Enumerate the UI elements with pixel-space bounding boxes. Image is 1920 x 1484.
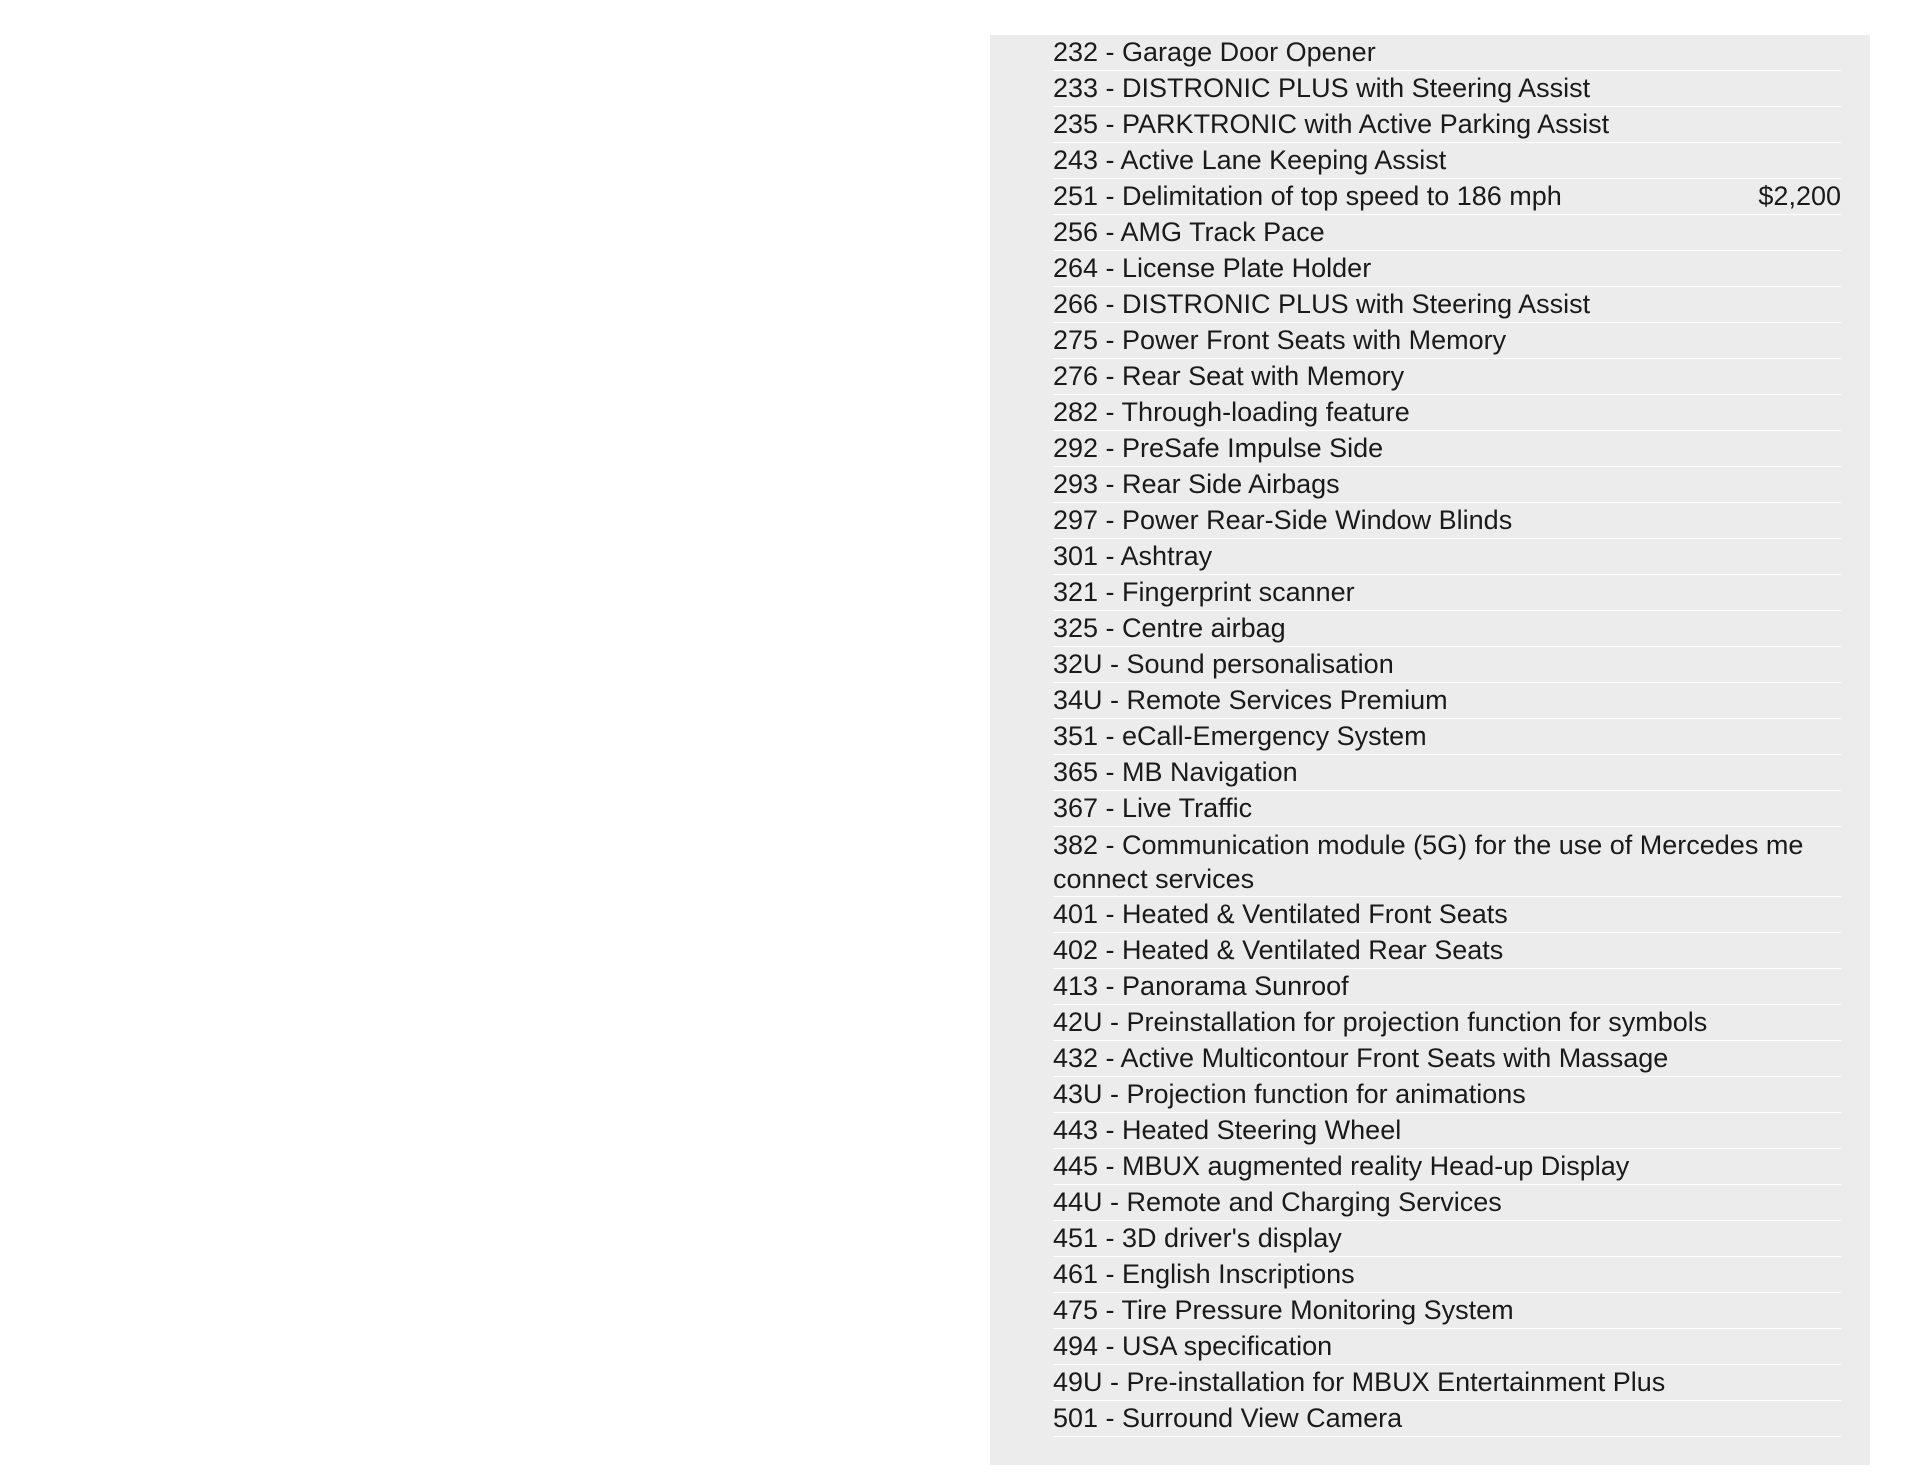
option-label: 475 - Tire Pressure Monitoring System (1053, 1295, 1514, 1325)
option-label: 34U - Remote Services Premium (1053, 685, 1448, 715)
option-label: 32U - Sound personalisation (1053, 649, 1394, 679)
option-label: 325 - Centre airbag (1053, 613, 1286, 643)
option-label: 276 - Rear Seat with Memory (1053, 361, 1405, 391)
option-label: 301 - Ashtray (1053, 541, 1213, 571)
option-label: 275 - Power Front Seats with Memory (1053, 325, 1507, 355)
option-row (1053, 395, 1841, 431)
option-row (1053, 215, 1841, 251)
option-label: 297 - Power Rear-Side Window Blinds (1053, 505, 1513, 535)
option-row (1053, 539, 1841, 575)
option-label: 445 - MBUX augmented reality Head-up Display (1053, 1151, 1630, 1181)
option-row (1053, 1329, 1841, 1365)
option-row (1053, 143, 1841, 179)
option-price: $2,200 (1758, 181, 1841, 211)
option-row (1053, 1257, 1841, 1293)
option-row (1053, 969, 1841, 1005)
option-label: 443 - Heated Steering Wheel (1053, 1115, 1402, 1145)
option-row (1053, 287, 1841, 323)
option-row (1053, 827, 1841, 897)
option-row (1053, 35, 1841, 71)
option-label: 282 - Through-loading feature (1053, 397, 1410, 427)
option-row (1053, 897, 1841, 933)
option-row (1053, 933, 1841, 969)
option-label: 232 - Garage Door Opener (1053, 37, 1376, 67)
option-row (1053, 683, 1841, 719)
option-row (1053, 1113, 1841, 1149)
option-label: 49U - Pre-installation for MBUX Entertainment Plus (1053, 1367, 1666, 1397)
option-row (1053, 1221, 1841, 1257)
option-label: 451 - 3D driver's display (1053, 1223, 1342, 1253)
option-row (1053, 503, 1841, 539)
option-label: 44U - Remote and Charging Services (1053, 1187, 1502, 1217)
option-label: 264 - License Plate Holder (1053, 253, 1372, 283)
option-label: 266 - DISTRONIC PLUS with Steering Assist (1053, 289, 1591, 319)
option-row (1053, 1293, 1841, 1329)
option-label: 233 - DISTRONIC PLUS with Steering Assist (1053, 73, 1591, 103)
option-row (1053, 1041, 1841, 1077)
option-label: 367 - Live Traffic (1053, 793, 1253, 823)
option-row (1053, 719, 1841, 755)
option-label: 251 - Delimitation of top speed to 186 mph (1053, 181, 1562, 211)
option-row (1053, 179, 1841, 215)
option-row (1053, 1005, 1841, 1041)
option-label: 461 - English Inscriptions (1053, 1259, 1355, 1289)
option-row (1053, 1401, 1841, 1437)
option-label: 321 - Fingerprint scanner (1053, 577, 1355, 607)
option-row (1053, 467, 1841, 503)
option-row (1053, 791, 1841, 827)
option-row (1053, 575, 1841, 611)
option-label: 235 - PARKTRONIC with Active Parking Assist (1053, 109, 1610, 139)
option-label: 293 - Rear Side Airbags (1053, 469, 1340, 499)
option-label: 42U - Preinstallation for projection function for symbols (1053, 1007, 1708, 1037)
option-label: 43U - Projection function for animations (1053, 1079, 1526, 1109)
option-label: 243 - Active Lane Keeping Assist (1053, 145, 1447, 175)
option-label: 351 - eCall-Emergency System (1053, 721, 1427, 751)
option-row (1053, 431, 1841, 467)
option-row (1053, 323, 1841, 359)
option-row (1053, 71, 1841, 107)
option-row (1053, 359, 1841, 395)
option-row (1053, 1077, 1841, 1113)
option-label: 382 - Communication module (5G) for the use of Mercedes me connect services (1053, 830, 1804, 894)
option-row (1053, 251, 1841, 287)
options-panel (990, 35, 1870, 1465)
option-row (1053, 1149, 1841, 1185)
option-row (1053, 611, 1841, 647)
option-row (1053, 647, 1841, 683)
option-row (1053, 755, 1841, 791)
option-label: 365 - MB Navigation (1053, 757, 1298, 787)
option-row (1053, 1365, 1841, 1401)
option-label: 402 - Heated & Ventilated Rear Seats (1053, 935, 1504, 965)
option-row (1053, 107, 1841, 143)
option-row (1053, 1185, 1841, 1221)
option-label: 292 - PreSafe Impulse Side (1053, 433, 1384, 463)
option-label: 401 - Heated & Ventilated Front Seats (1053, 899, 1508, 929)
option-label: 501 - Surround View Camera (1053, 1403, 1403, 1433)
option-label: 413 - Panorama Sunroof (1053, 971, 1349, 1001)
option-label: 256 - AMG Track Pace (1053, 217, 1325, 247)
option-label: 432 - Active Multicontour Front Seats with Massage (1053, 1043, 1669, 1073)
options-list (1053, 35, 1841, 1437)
option-label: 494 - USA specification (1053, 1331, 1333, 1361)
